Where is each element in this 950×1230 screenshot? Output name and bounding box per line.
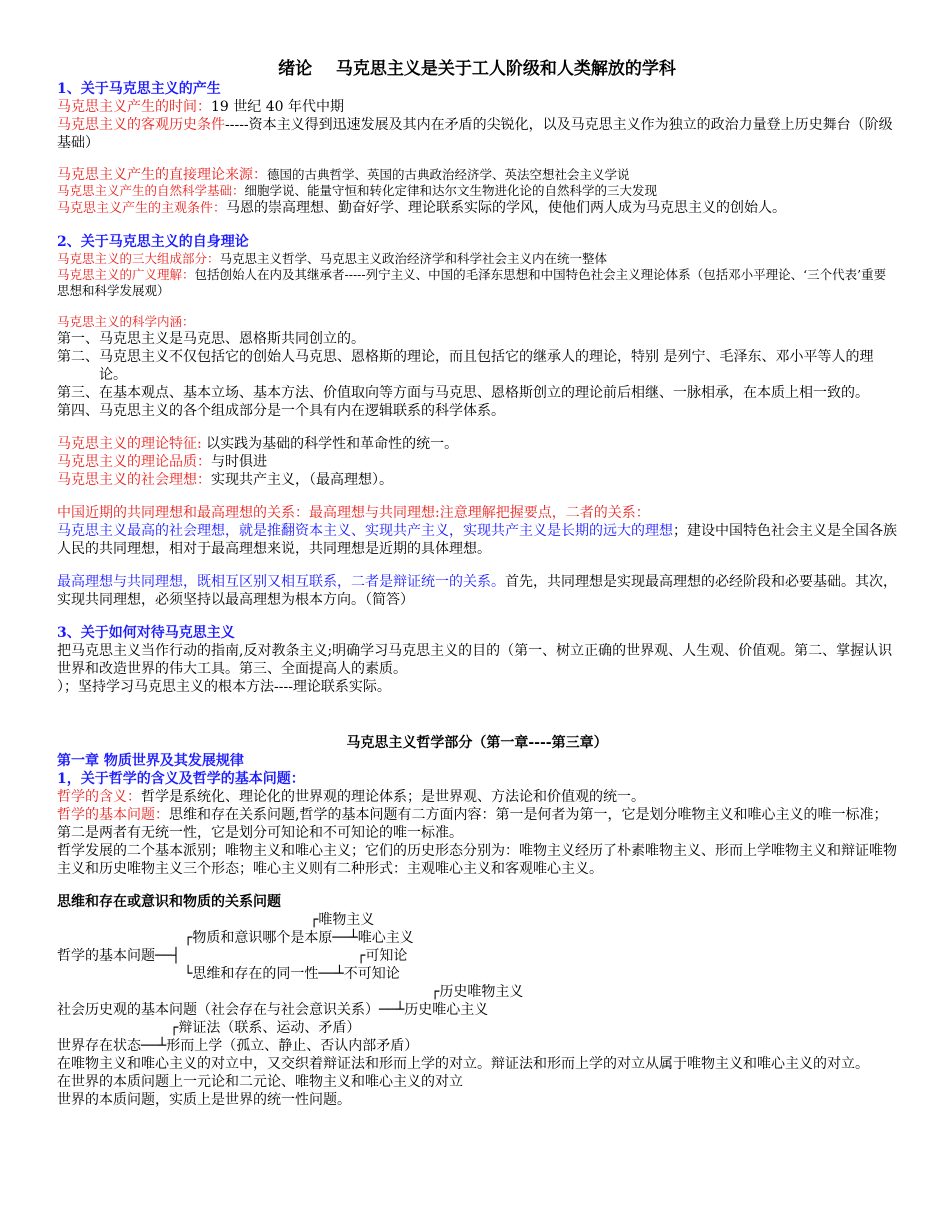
- tree-line: ┌唯物主义: [310, 912, 375, 928]
- closing-paragraph-1: 在唯物主义和唯心主义的对立中，又交织着辩证法和形而上学的对立。辩证法和形而上学的对立从属于唯物主义和唯心主义的对立。: [57, 1056, 869, 1072]
- social-ideal-text: 实现共产主义，（最高理想）。: [211, 472, 393, 488]
- ideal-relation-blue: 马克思主义最高的社会理想，就是推翻资本主义、实现共产主义，实现共产主义是长期的远大的理想: [57, 523, 673, 539]
- theory-quality-line: [57, 453, 897, 471]
- tree-line: └思维和存在的同一性──┴不可知论: [184, 966, 400, 982]
- three-parts-text: 马克思主义哲学、马克思主义政治经济学和科学社会主义内在统一整体: [219, 251, 608, 266]
- closing-paragraph-2: 在世界的本质问题上一元论和二元论、唯物主义和唯心主义的对立: [57, 1074, 463, 1090]
- three-parts-line: [57, 251, 897, 267]
- section-2-heading: 2、关于马克思主义的自身理论: [57, 234, 249, 250]
- science-basis-line: [57, 183, 897, 199]
- tree-line: 哲学的基本问题──┤: [57, 948, 181, 964]
- basic-question-text: 思维和存在关系问题,哲学的基本问题有二方面内容：第一是何者为第一，它是划分唯物主义和唯心主义的唯一标准；第二是两者有无统一性，它是划分可知论和不可知论的唯一标准。: [57, 807, 888, 841]
- dialectic-paragraph: [57, 573, 897, 609]
- chapter-heading: 第一章 物质世界及其发展规律: [57, 753, 244, 769]
- tree-heading: 思维和存在或意识和物质的关系问题: [57, 894, 281, 910]
- connotation-list: [57, 330, 897, 420]
- origin-time-text: 19 世纪 40 年代中期: [211, 99, 344, 115]
- tree-line: ┌历史唯物主义: [431, 984, 524, 1000]
- closing-paragraph-3: 世界的本质问题，实质上是世界的统一性问题。: [57, 1092, 351, 1108]
- tree-line: 世界存在状态──┴形而上学（孤立、静止、否认内部矛盾）: [57, 1038, 419, 1054]
- section-1-heading: 1、关于马克思主义的产生: [57, 81, 221, 97]
- section-3-text: 把马克思主义当作行动的指南,反对教条主义;明确学习马克思主义的目的（第一、树立正确的世界观、人生观、价值观。第二、掌握认识世界和改造世界的伟大工具。第三、全面提高人的素质。: [57, 643, 893, 677]
- ideal-relation-title: 中国近期的共同理想和最高理想的关系：最高理想与共同理想:注意理解把握要点，二者的关系：: [57, 505, 650, 521]
- philosophy-heading: 马克思主义哲学部分（第一章----第三章）: [346, 735, 608, 751]
- subjective-condition-text: 马恩的崇高理想、勤奋好学、理论联系实际的学风，使他们两人成为马克思主义的创始人。: [226, 200, 787, 216]
- theory-feature-line: [57, 435, 897, 453]
- connotation-label: 马克思主义的科学内涵：: [57, 314, 195, 329]
- tree-line: ┌可知论: [357, 948, 408, 964]
- historical-condition-text: -----资本主义得到迅速发展及其内在矛盾的尖锐化，以及马克思主义作为独立的政治力量登上历史舞台（阶级基础）: [57, 117, 893, 151]
- document-page: [57, 58, 897, 1109]
- philosophy-development: 哲学发展的二个基本派别；唯物主义和唯心主义；它们的历史形态分别为：唯物主义经历了朴素唯物主义、形而上学唯物主义和辩证唯物主义和历史唯物主义三个形态；唯心主义则有二种形式：主观唯心主义和客观唯心主义。: [57, 843, 897, 877]
- science-basis-text: 细胞学说、能量守恒和转化定律和达尔文生物进化论的自然科学的三大发现: [244, 183, 658, 198]
- tree-line: 社会历史观的基本问题（社会存在与社会意识关系）──┴历史唯心主义: [57, 1002, 489, 1018]
- social-ideal-line: [57, 471, 897, 489]
- theory-source-text: 德国的古典哲学、英国的古典政治经济学、英法空想社会主义学说: [267, 167, 630, 182]
- broad-understanding-label: 马克思主义的广义理解：: [57, 267, 195, 282]
- section-3-heading: 3、关于如何对待马克思主义: [57, 625, 235, 641]
- list-item: 第一、 马克思主义是马克思、恩格斯共同创立的。: [57, 331, 365, 347]
- chapter-subheading: 1，关于哲学的含义及哲学的基本问题：: [57, 771, 305, 787]
- historical-condition: [57, 116, 897, 152]
- tree-line: ┌辩证法（联系、运动、矛盾）: [170, 1020, 361, 1036]
- list-item: 第三、 在基本观点、基本立场、基本方法、价值取向等方面与马克思、恩格斯创立的理论前后相继、一脉相承，在本质上相一致的。: [57, 385, 869, 401]
- origin-time-label: 马克思主义产生的时间：: [57, 99, 211, 115]
- basic-question-label: 哲学的基本问题：: [57, 807, 169, 823]
- theory-feature-text: 以实践为基础的科学性和革命性的统一。: [201, 436, 459, 452]
- dialectic-black: 首先，共同理想是实现最高理想的必经阶段和必要基础。其次，实现共同理想，必须坚持以最高理想为根本方向。（简答）: [57, 574, 897, 608]
- broad-understanding: [57, 267, 897, 299]
- historical-condition-label: 马克思主义的客观历史条件: [57, 117, 225, 133]
- theory-source-label: 马克思主义产生的直接理论来源：: [57, 167, 267, 183]
- theory-feature-label: 马克思主义的理论特征:: [57, 436, 202, 452]
- subjective-condition-label: 马克思主义产生的主观条件：: [57, 201, 227, 216]
- tree-line: ┌物质和意识哪个是本原──┴唯心主义: [184, 930, 414, 946]
- section-3-text-2: ）；坚持学习马克思主义的根本方法----理论联系实际。: [57, 679, 391, 695]
- philosophy-basic-question: [57, 806, 897, 842]
- philosophy-meaning: [57, 788, 897, 806]
- three-parts-label: 马克思主义的三大组成部分：: [57, 251, 220, 266]
- ideal-relation-paragraph: [57, 522, 897, 558]
- list-item: 第二、 马克思主义不仅包括它的创始人马克思、恩格斯的理论，而且包括它的继承人的理论，特别 是列宁、毛泽东、邓小平等人的理论。: [57, 349, 874, 383]
- page-title: 绪论 马克思主义是关于工人阶级和人类解放的学科: [278, 59, 676, 79]
- subjective-condition-line: [57, 199, 897, 218]
- social-ideal-label: 马克思主义的社会理想：: [57, 472, 211, 488]
- broad-understanding-text: 包括创始人在内及其继承者-----列宁主义、中国的毛泽东思想和中国特色社会主义理论体系（包括邓小平理论、‘三个代表’重要思想和科学发展观）: [57, 267, 887, 298]
- theory-quality-label: 马克思主义的理论品质：: [57, 454, 211, 470]
- list-item: 第四、 马克思主义的各个组成部分是一个具有内在逻辑联系的科学体系。: [57, 403, 505, 419]
- theory-source-line: [57, 167, 897, 183]
- relation-tree-diagram: [57, 911, 897, 1055]
- ideal-relation-black: ；建设中国特色社会主义是全国各族人民的共同理想，相对于最高理想来说，共同理想是近期的具体理想。: [57, 523, 897, 557]
- theory-quality-text: 与时俱进: [211, 454, 267, 470]
- philosophy-meaning-label: 哲学的含义：: [57, 789, 141, 805]
- philosophy-meaning-text: 哲学是系统化、理论化的世界观的理论体系；是世界观、方法论和价值观的统一。: [141, 789, 645, 805]
- science-basis-label: 马克思主义产生的自然科学基础：: [57, 183, 245, 198]
- dialectic-blue: 最高理想与共同理想，既相互区别又相互联系，二者是辩证统一的关系。: [57, 574, 505, 590]
- origin-time-line: [57, 98, 897, 116]
